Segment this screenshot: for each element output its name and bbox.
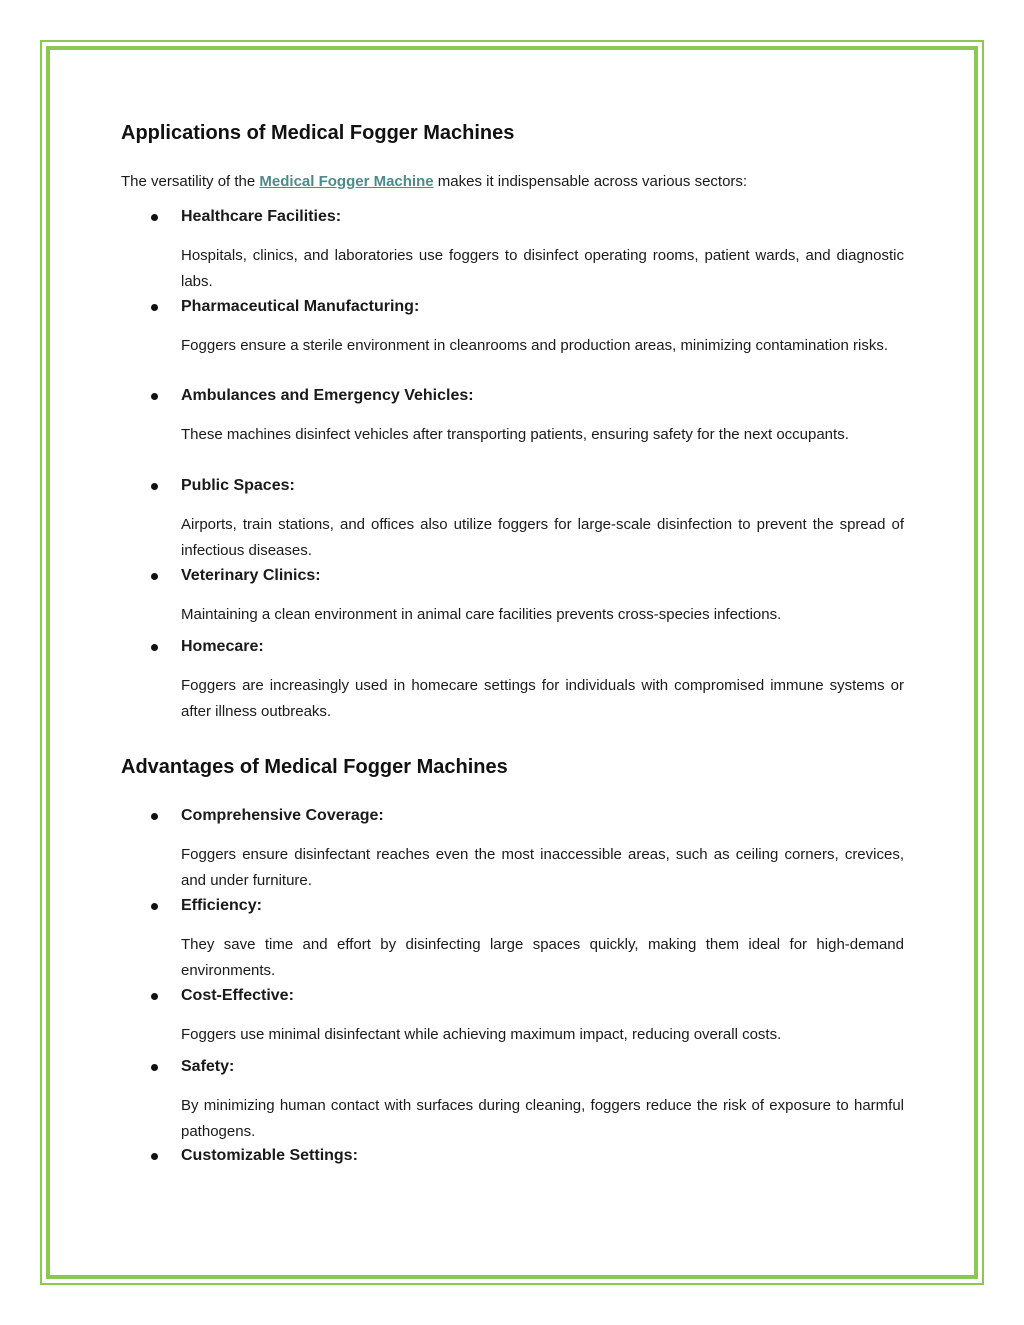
item-title: Veterinary Clinics: — [181, 567, 321, 584]
item-description: They save time and effort by disinfecting large spaces quickly, making them ideal for high-demand environments. — [181, 936, 904, 979]
item-title: Healthcare Facilities: — [181, 208, 342, 225]
advantages-heading: Advantages of Medical Fogger Machines — [121, 756, 508, 778]
item-description: These machines disinfect vehicles after transporting patients, ensuring safety for the next occupants. — [181, 426, 849, 443]
bullet-icon — [151, 1153, 158, 1160]
medical-fogger-machine-link[interactable]: Medical Fogger Machine — [259, 173, 434, 190]
bullet-icon — [151, 393, 158, 400]
applications-heading: Applications of Medical Fogger Machines — [121, 122, 515, 144]
item-title: Ambulances and Emergency Vehicles: — [181, 387, 474, 404]
bullet-icon — [151, 573, 158, 580]
item-title: Public Spaces: — [181, 477, 295, 494]
bullet-icon — [151, 1064, 158, 1071]
bullet-icon — [151, 644, 158, 651]
bullet-icon — [151, 483, 158, 490]
bullet-icon — [151, 304, 158, 311]
item-description: Foggers ensure disinfectant reaches even the most inaccessible areas, such as ceiling corners, crevices, and under furniture. — [181, 846, 904, 889]
item-description: Maintaining a clean environment in animal care facilities prevents cross-species infections. — [181, 606, 782, 623]
item-description: Hospitals, clinics, and laboratories use foggers to disinfect operating rooms, patient wards, and diagnostic labs. — [181, 247, 904, 290]
item-title: Efficiency: — [181, 897, 262, 914]
intro-text-after: makes it indispensable across various sectors: — [433, 173, 748, 190]
item-description: Foggers ensure a sterile environment in cleanrooms and production areas, minimizing contamination risks. — [181, 337, 889, 354]
bullet-icon — [151, 903, 158, 910]
item-title: Cost-Effective: — [181, 987, 294, 1004]
item-title: Customizable Settings: — [181, 1147, 358, 1164]
bullet-icon — [151, 214, 158, 221]
item-description: By minimizing human contact with surfaces during cleaning, foggers reduce the risk of exposure to harmful pathogens. — [181, 1097, 904, 1140]
item-title: Homecare: — [181, 638, 264, 655]
bullet-icon — [151, 813, 158, 820]
intro-text-before: The versatility of the — [121, 173, 260, 190]
item-title: Safety: — [181, 1058, 235, 1075]
applications-intro — [121, 172, 747, 192]
item-description: Foggers are increasingly used in homecare settings for individuals with compromised immune systems or after illness outbreaks. — [181, 677, 904, 720]
item-title: Comprehensive Coverage: — [181, 807, 384, 824]
bullet-icon — [151, 993, 158, 1000]
item-description: Foggers use minimal disinfectant while achieving maximum impact, reducing overall costs. — [181, 1026, 782, 1043]
item-title: Pharmaceutical Manufacturing: — [181, 298, 420, 315]
item-description: Airports, train stations, and offices also utilize foggers for large-scale disinfection to prevent the spread of infectious diseases. — [181, 516, 904, 559]
